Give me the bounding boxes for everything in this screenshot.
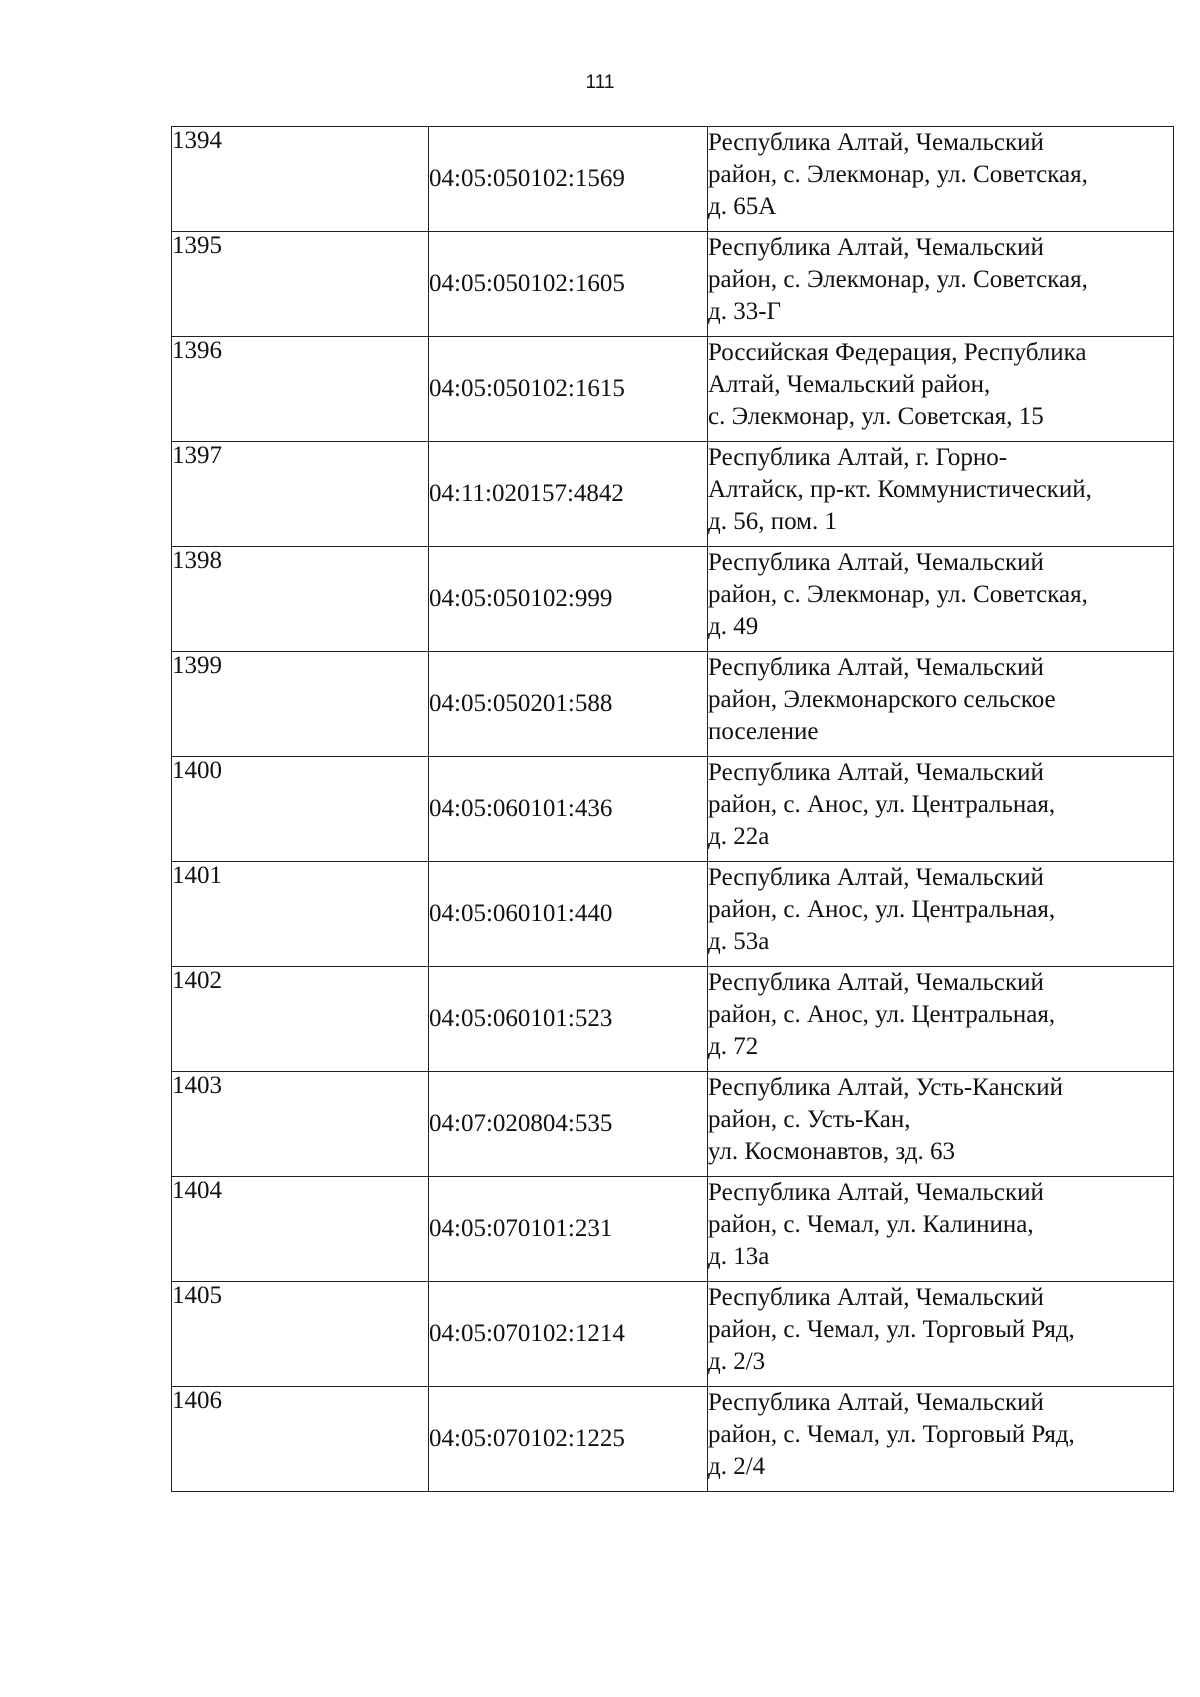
address-cell [708, 337, 1174, 442]
address-line: Республика Алтай, Чемальский [708, 234, 1044, 261]
address-line: район, с. Анос, ул. Центральная, [708, 1001, 1056, 1028]
table-row [172, 1177, 1174, 1282]
row-number-cell: 1406 [172, 1387, 429, 1492]
address-cell [708, 1177, 1174, 1282]
table-row [172, 1282, 1174, 1387]
table-row [172, 547, 1174, 652]
address-line: район, с. Элекмонар, ул. Советская, [708, 266, 1088, 293]
row-number-cell: 1396 [172, 337, 429, 442]
address-line: д. 56, пом. 1 [708, 508, 837, 535]
row-number-cell: 1399 [172, 652, 429, 757]
address-cell [708, 1282, 1174, 1387]
row-number-cell: 1397 [172, 442, 429, 547]
address-cell [708, 1387, 1174, 1492]
address-cell [708, 757, 1174, 862]
address-line: д. 33-Г [708, 298, 781, 325]
cadastral-number-cell: 04:05:070102:1225 [429, 1387, 708, 1492]
cadastral-number-cell: 04:05:050102:1615 [429, 337, 708, 442]
cadastral-number-cell: 04:05:070102:1214 [429, 1282, 708, 1387]
row-number-cell: 1404 [172, 1177, 429, 1282]
cadastral-number-cell: 04:05:060101:436 [429, 757, 708, 862]
address-line: район, Элекмонарского сельское [708, 686, 1056, 713]
cadastral-number-cell: 04:11:020157:4842 [429, 442, 708, 547]
cadastral-number-cell: 04:05:050102:1569 [429, 127, 708, 232]
address-line: район, с. Чемал, ул. Торговый Ряд, [708, 1316, 1075, 1343]
table-row [172, 862, 1174, 967]
table-row [172, 1387, 1174, 1492]
address-line: Республика Алтай, Чемальский [708, 969, 1044, 996]
address-line: Российская Федерация, Республика [708, 339, 1087, 366]
address-line: д. 2/3 [708, 1348, 766, 1375]
cadastral-number-cell: 04:05:060101:523 [429, 967, 708, 1072]
address-line: Республика Алтай, Чемальский [708, 1284, 1044, 1311]
table-row [172, 1072, 1174, 1177]
address-line: Республика Алтай, Чемальский [708, 129, 1044, 156]
address-line: с. Элекмонар, ул. Советская, 15 [708, 403, 1044, 430]
address-line: Республика Алтай, Чемальский [708, 1179, 1044, 1206]
table-row [172, 652, 1174, 757]
row-number-cell: 1401 [172, 862, 429, 967]
row-number-cell: 1403 [172, 1072, 429, 1177]
address-line: д. 53а [708, 928, 770, 955]
address-line: д. 13а [708, 1243, 770, 1270]
address-line: поселение [708, 718, 819, 745]
cadastral-number-cell: 04:05:050102:1605 [429, 232, 708, 337]
table-row [172, 442, 1174, 547]
address-line: д. 2/4 [708, 1453, 766, 1480]
row-number-cell: 1394 [172, 127, 429, 232]
address-cell [708, 652, 1174, 757]
address-line: район, с. Элекмонар, ул. Советская, [708, 161, 1088, 188]
address-cell [708, 547, 1174, 652]
cadastral-number-cell: 04:05:050201:588 [429, 652, 708, 757]
address-line: Республика Алтай, Чемальский [708, 549, 1044, 576]
address-line: Республика Алтай, г. Горно- [708, 444, 1008, 471]
address-line: д. 22а [708, 823, 770, 850]
address-cell [708, 232, 1174, 337]
page-number: 111 [585, 72, 615, 93]
address-line: район, с. Чемал, ул. Калинина, [708, 1211, 1034, 1238]
row-number-cell: 1398 [172, 547, 429, 652]
cadastral-number-cell: 04:07:020804:535 [429, 1072, 708, 1177]
address-line: Республика Алтай, Чемальский [708, 759, 1044, 786]
address-line: район, с. Элекмонар, ул. Советская, [708, 581, 1088, 608]
address-line: Алтай, Чемальский район, [708, 371, 991, 398]
registry-table [171, 126, 1174, 1492]
address-line: район, с. Анос, ул. Центральная, [708, 791, 1056, 818]
cadastral-number-cell: 04:05:060101:440 [429, 862, 708, 967]
row-number-cell: 1395 [172, 232, 429, 337]
address-line: район, с. Усть-Кан, [708, 1106, 911, 1133]
address-line: Республика Алтай, Чемальский [708, 1389, 1044, 1416]
cadastral-number-cell: 04:05:070101:231 [429, 1177, 708, 1282]
address-cell [708, 127, 1174, 232]
address-line: д. 72 [708, 1033, 759, 1060]
table-row [172, 337, 1174, 442]
address-line: Алтайск, пр-кт. Коммунистический, [708, 476, 1092, 503]
address-cell [708, 442, 1174, 547]
address-cell [708, 967, 1174, 1072]
address-line: д. 49 [708, 613, 759, 640]
cadastral-number-cell: 04:05:050102:999 [429, 547, 708, 652]
row-number-cell: 1402 [172, 967, 429, 1072]
address-line: Республика Алтай, Чемальский [708, 864, 1044, 891]
address-cell [708, 862, 1174, 967]
address-line: район, с. Анос, ул. Центральная, [708, 896, 1056, 923]
table-row [172, 757, 1174, 862]
registry-table-body [172, 127, 1174, 1492]
row-number-cell: 1405 [172, 1282, 429, 1387]
row-number-cell: 1400 [172, 757, 429, 862]
address-line: ул. Космонавтов, зд. 63 [708, 1138, 956, 1165]
table-row [172, 967, 1174, 1072]
address-line: район, с. Чемал, ул. Торговый Ряд, [708, 1421, 1075, 1448]
address-line: Республика Алтай, Чемальский [708, 654, 1044, 681]
address-cell [708, 1072, 1174, 1177]
address-line: Республика Алтай, Усть-Канский [708, 1074, 1064, 1101]
table-row [172, 127, 1174, 232]
table-row [172, 232, 1174, 337]
address-line: д. 65А [708, 193, 777, 220]
